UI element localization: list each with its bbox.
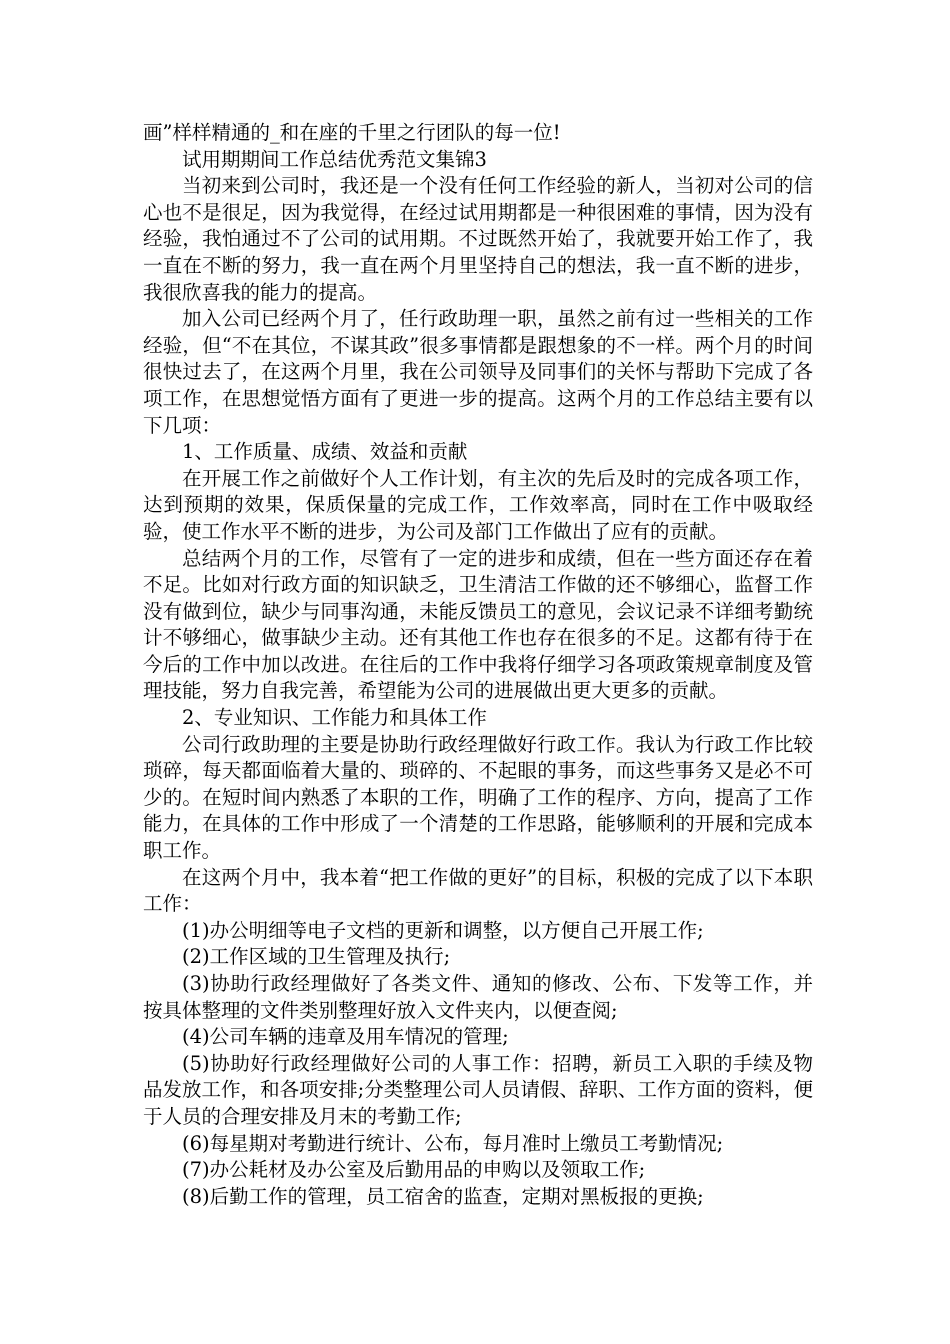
paragraph: 在这两个月中，我本着“把工作做的更好”的目标，积极的完成了以下本职工作： xyxy=(143,865,813,916)
subheading-skills: 2、专业知识、工作能力和具体工作 xyxy=(182,706,487,730)
paragraph: 加入公司已经两个月了，任行政助理一职，虽然之前有过一些相关的工作经验，但“不在其位，不谋其政”很多事情都是跟想象的不一样。两个月的时间很快过去了，在这两个月里，我在公司领导及同事们的关怀与帮助下完成了各项工作，在思想觉悟方面有了更进一步的提高。这两个月的工作总结主要有以下几项： xyxy=(143,307,813,437)
list-item: (6)每星期对考勤进行统计、公布，每月准时上缴员工考勤情况; xyxy=(182,1131,724,1155)
document-body xyxy=(143,120,813,1210)
list-item: (7)办公耗材及办公室及后勤用品的申购以及领取工作; xyxy=(182,1158,646,1182)
list-item: (4)公司车辆的违章及用车情况的管理; xyxy=(182,1025,509,1049)
subheading-quality: 1、工作质量、成绩、效益和贡献 xyxy=(182,440,468,464)
paragraph: 公司行政助理的主要是协助行政经理做好行政工作。我认为行政工作比较琐碎，每天都面临着大量的、琐碎的、不起眼的事务，而这些事务又是必不可少的。在短时间内熟悉了本职的工作，明确了工作的程序、方向，提高了工作能力，在具体的工作中形成了一个清楚的工作思路，能够顺利的开展和完成本职工作。 xyxy=(143,732,813,863)
list-item: (3)协助行政经理做好了各类文件、通知的修改、公布、下发等工作，并按具体整理的文件类别整理好放入文件夹内，以便查阅; xyxy=(143,972,813,1022)
paragraph-continuation: 画”样样精通的_和在座的千里之行团队的每一位! xyxy=(143,121,561,144)
list-item: (8)后勤工作的管理，员工宿舍的监查，定期对黑板报的更换; xyxy=(182,1184,704,1208)
list-item: (5)协助好行政经理做好公司的人事工作：招聘，新员工入职的手续及物品发放工作，和各项安排;分类整理公司人员请假、辞职、工作方面的资料，便于人员的合理安排及月末的考勤工作; xyxy=(143,1051,813,1128)
paragraph: 当初来到公司时，我还是一个没有任何工作经验的新人，当初对公司的信心也不是很足，因为我觉得，在经过试用期都是一种很困难的事情，因为没有经验，我怕通过不了公司的试用期。不过既然开始了，我就要开始工作了，我一直在不断的努力，我一直在两个月里坚持自己的想法，我一直不断的进步，我很欣喜我的能力的提高。 xyxy=(143,174,813,304)
paragraph: 总结两个月的工作，尽管有了一定的进步和成绩，但在一些方面还存在着不足。比如对行政方面的知识缺乏，卫生清洁工作做的还不够细心，监督工作没有做到位，缺少与同事沟通，未能反馈员工的意见，会议记录不详细考勤统计不够细心，做事缺少主动。还有其他工作也存在很多的不足。这都有待于在今后的工作中加以改进。在往后的工作中我将仔细学习各项政策规章制度及管理技能，努力自我完善，希望能为公司的进展做出更大更多的贡献。 xyxy=(143,546,813,703)
list-item: (1)办公明细等电子文档的更新和调整，以方便自己开展工作; xyxy=(182,918,704,942)
list-item: (2)工作区域的卫生管理及执行; xyxy=(182,945,451,969)
paragraph: 在开展工作之前做好个人工作计划，有主次的先后及时的完成各项工作，达到预期的效果，保质保量的完成工作，工作效率高，同时在工作中吸取经验，使工作水平不断的进步，为公司及部门工作做出了应有的贡献。 xyxy=(143,466,813,543)
section-title: 试用期期间工作总结优秀范文集锦3 xyxy=(182,147,487,171)
